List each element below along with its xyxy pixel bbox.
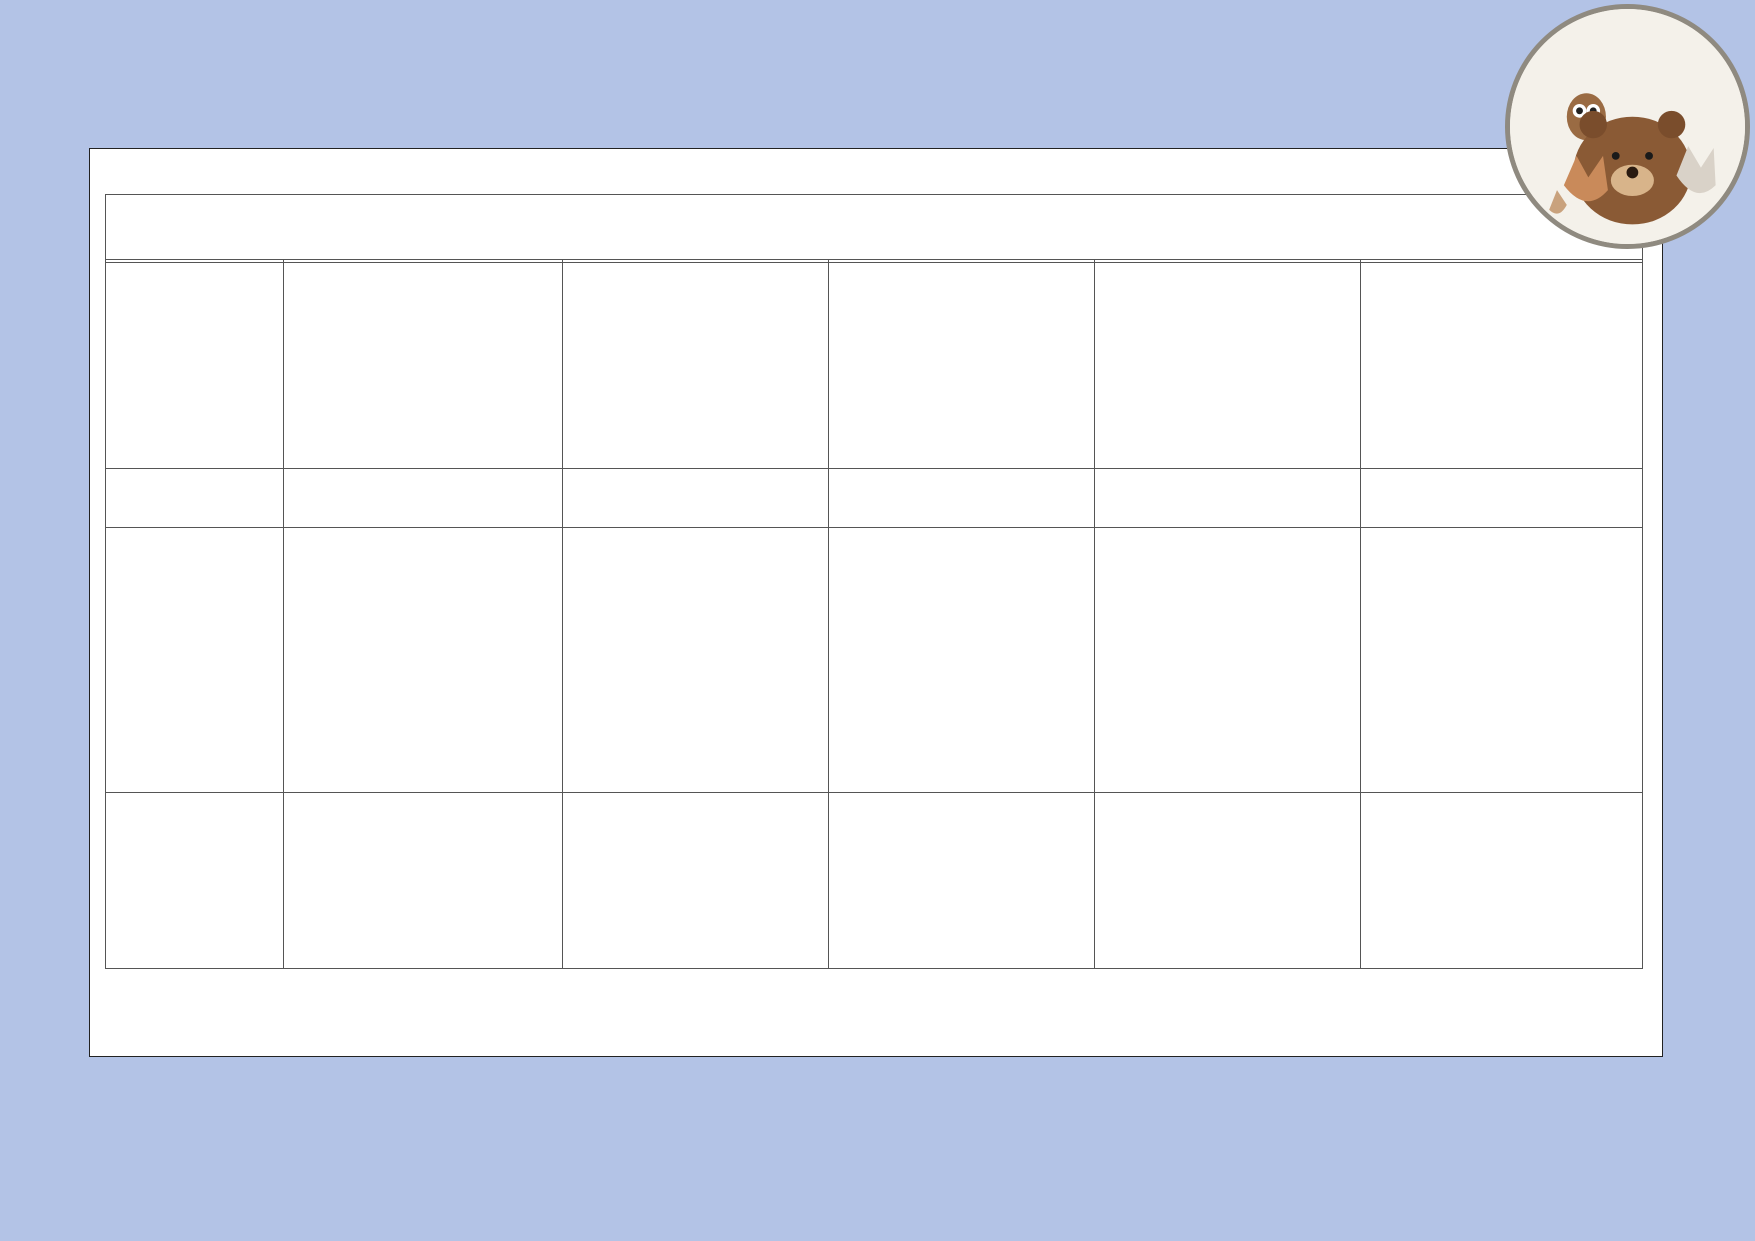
menu-cell [284, 263, 563, 469]
menu-cell [284, 793, 563, 969]
meal-row [106, 263, 1643, 469]
bottom-hands-decoration [0, 1060, 1755, 1241]
menu-cell [829, 263, 1095, 469]
menu-cell [829, 528, 1095, 793]
menu-cell [1361, 469, 1643, 528]
meal-label [106, 469, 284, 528]
meal-row [106, 469, 1643, 528]
menu-cell [1095, 528, 1361, 793]
menu-cell [563, 528, 829, 793]
nursery-logo [1505, 4, 1750, 249]
menu-cell [1095, 469, 1361, 528]
meal-label [106, 528, 284, 793]
menu-title [106, 195, 1643, 260]
meal-label [106, 793, 284, 969]
menu-cell [563, 263, 829, 469]
menu-cell [1095, 263, 1361, 469]
top-hands-decoration [0, 0, 1755, 150]
meal-row [106, 793, 1643, 969]
menu-cell [563, 793, 829, 969]
menu-cell [1095, 793, 1361, 969]
menu-cell [1361, 793, 1643, 969]
menu-cell [829, 793, 1095, 969]
weekly-menu-table [105, 194, 1643, 969]
meal-row [106, 528, 1643, 793]
menu-cell [563, 469, 829, 528]
title-row [106, 195, 1643, 260]
menu-cell [284, 469, 563, 528]
menu-cell [829, 469, 1095, 528]
menu-cell [1361, 528, 1643, 793]
menu-cell [284, 528, 563, 793]
meal-label [106, 263, 284, 469]
menu-cell [1361, 263, 1643, 469]
